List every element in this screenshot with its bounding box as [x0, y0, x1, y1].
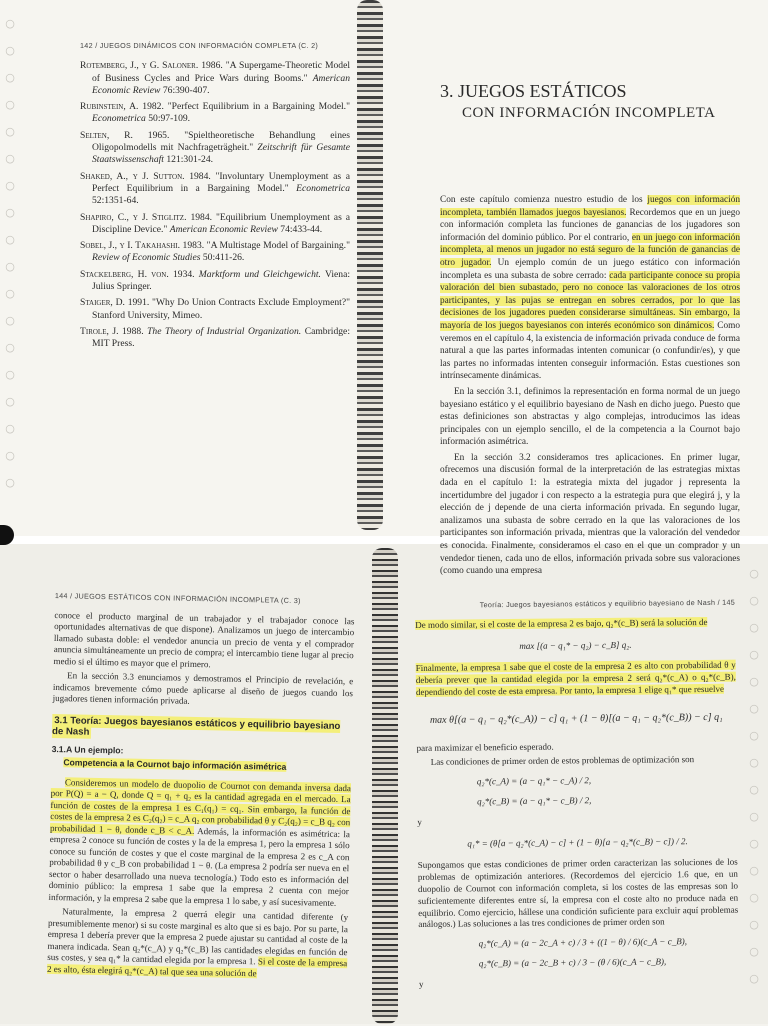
equation-4: q₂*(c_B) = (a − q₁* − c_B) / 2, — [477, 795, 592, 807]
highlight: cada participante conoce su propia valoración del bien subastado, pero no conoce las valoraciones de los otros participantes, y las pujas se entregan en sobres cerrados, por lo que las decisiones de los jugadores pueden considerarse simultáneas. Sin embargo, la mayoría de los juegos bayesianos con interés económico son dinámicos. — [440, 270, 740, 331]
highlight: Si el coste de la empresa 2 es alto, ésta elegirá q₂*(c_A) tal que sea una solución de — [46, 956, 348, 978]
paragraph: En la sección 3.1, definimos la representación en forma normal de un juego bayesiano estático y el equilibrio bayesiano de Nash en dicho juego. Puesto que estas definiciones son abstractas y algo complejas, introducimos las ideas principales con un ejemplo sencillo, el de la competencia a la Cournot bajo información asimétrica. — [440, 386, 740, 448]
page-145 — [415, 597, 739, 1020]
paragraph: Naturalmente, la empresa 2 querrá elegir una cantidad diferente (y presumiblemente menor) si su coste marginal es alto que si es bajo. Por su parte, la empresa 1 debería prever que la empresa 2 puede ajustar su cantidad al coste de la manera indicada. Sean q₂*(c_A) y q₂*(c_B) las cantidades elegidas en función de sus costes, y sea q₁* la cantidad elegida por la empresa 1. Si el coste de la empresa 2 es alto, ésta elegirá q₂*(c_A) tal que sea una solución de — [46, 906, 349, 978]
paragraph: Consideremos un modelo de duopolio de Cournot con demanda inversa dada por P(Q) = a − Q, donde Q = q₁ + q₂ es la cantidad agregada en el mercado. La función de costes de la empresa 1 es C₁(q₁) = cq₁. Sin embargo, la función de costes de la empresa 2 es C₂(q₂) = c_A q₂ con probabilidad θ y C₂(q₂) = c_B q₂ con probabilidad 1 − θ, donde c_B < c_A. Además, la información es asimétrica: la empresa 2 conoce su función de costes y la de la empresa 1, pero la empresa 1 sólo conoce su función de costes y que el coste marginal de la empresa 2 es c_A con probabilidad θ y c_B con probabilidad 1 − θ. (La empresa 2 podría ser nueva en el sector o haber desarrollado una nueva tecnología.) Todo esto es información del dominio público: la empresa 1 sabe que la empresa 2 cuenta con mejor información, y la empresa 2 sabe que la empresa 1 lo sabe, y así sucesivamente. — [48, 776, 352, 908]
page-143 — [440, 60, 741, 577]
paragraph: Supongamos que estas condiciones de primer orden caracterizan las soluciones de los problemas de optimización anteriores. (Recordemos del ejercicio 1.6 que, en un duopolio de Cournot con información completa, si los costes de las empresas son lo suficientemente diferentes entre sí, la empresa con el coste alto no produce nada en equilibrio. Como ejercicio, hállese una condición suficiente para excluir aquí problemas análogos.) Las soluciones a las tres condiciones de primer orden son — [417, 856, 739, 930]
equation-5: q₁* = (θ[a − q₂*(c_A) − c] + (1 − θ)[a − q₂*(c_B) − c]) / 2. — [467, 835, 688, 849]
reference-entry: Sobel, J., y I. Takahashi. 1983. "A Multistage Model of Bargaining." Review of Economic Studies 50:411-26. — [80, 240, 350, 264]
reference-entry: Selten, R. 1965. "Spieltheoretische Behandlung eines Oligopolmodells mit Nachfrageträgheit." Zeitschrift für Gesamte Staatswissenschaft 121:301-24. — [80, 129, 350, 166]
intro-paragraph: Con este capítulo comienza nuestro estudio de los juegos con información incompleta, también llamados juegos bayesianos. Recordemos que en un juego con información completa las funciones de ganancias de los jugadores son información del dominio público. Por el contrario, en un juego con información incompleta, al menos un jugador no está seguro de la función de ganancias de otro jugador. Un ejemplo común de un juego estático con información incompleta es una subasta de sobre cerrado: cada participante conoce su propia valoración del bien subastado, pero no conoce las valoraciones de los otros participantes, y las pujas se entregan en sobres cerrados, por lo que las decisiones de los jugadores pueden considerarse simultáneas. Sin embargo, la mayoría de los juegos bayesianos con interés económico son dinámicos. Como veremos en el capítulo 4, la existencia de información privada conduce de forma natural a que las partes informadas intenten comunicar (o confundir/es), y que las partes no informadas intenten conseguir información. Estas cuestiones son intrínsecamente dinámicas. — [440, 195, 741, 382]
paragraph: para maximizar el beneficio esperado. — [416, 741, 554, 753]
paragraph: Las condiciones de primer orden de estos problemas de optimización son — [430, 754, 695, 768]
running-head: 142 / JUEGOS DINÁMICOS CON INFORMACIÓN COMPLETA (C. 2) — [80, 41, 319, 50]
chapter-title-line-1: 3. JUEGOS ESTÁTICOS — [440, 81, 627, 101]
conjunction: y — [418, 978, 424, 989]
highlight: Consideremos un modelo de duopolio de Cournot con demanda inversa dada por P(Q) = a − Q, donde Q = q₁ + q₂ es la cantidad agregada en el mercado. La función de costes de la empresa 1 es C₁(q₁) = cq₁. Sin embargo, la función de costes de la empresa 2 es C₂(q₂) = c_A q₂ con probabilidad θ y C₂(q₂) = c_B q₂ con probabilidad 1 − θ, donde c_B < c_A. — [49, 776, 352, 836]
binder-holes-right: ○ ○ ○ ○ ○ ○ ○ ○ ○ ○ ○ ○ ○ ○ ○ ○ — [749, 567, 759, 985]
subsection-subtitle: Competencia a la Cournot bajo información asimétrica — [63, 757, 287, 772]
chapter-title-line-2: CON INFORMACIÓN INCOMPLETA — [462, 105, 716, 121]
reference-entry: Shaked, A., y J. Sutton. 1984. "Involuntary Unemployment as a Perfect Equilibrium in a Bargaining Model." Econometrica 52:1351-64. — [80, 170, 350, 207]
running-head: Teoría: Juegos bayesianos estáticos y equilibrio bayesiano de Nash / 145 — [479, 597, 736, 610]
equation-3: q₂*(c_A) = (a − q₁* − c_A) / 2, — [476, 775, 592, 787]
reference-entry: Rubinstein, A. 1982. "Perfect Equilibrium in a Bargaining Model." Econometrica 50:97-109. — [80, 101, 350, 125]
binder-holes-left: ○ ○ ○ ○ ○ ○ ○ ○ ○ ○ ○ ○ ○ ○ ○ ○ ○ ○ — [5, 17, 15, 489]
reference-entry: Staiger, D. 1991. "Why Do Union Contracts Exclude Employment?" Stanford University, Mimeo. — [80, 297, 350, 321]
equation-1: max [(a − q₁* − q₂) − c_B] q₂. — [519, 639, 632, 651]
paragraph — [416, 660, 736, 699]
paragraph: conoce el producto marginal de un trabajador y el trabajador conoce las oportunidades alternativas de que dispone). Analizamos un juego de intercambio llamado subasta doble: el vendedor anuncia un precio de venta y el comprador anuncia simultáneamente un precio de compra; el intercambio tiene lugar al precio medio si el último es mayor que el primero. — [53, 609, 355, 669]
paragraph: En la sección 3.2 consideramos tres aplicaciones. En primer lugar, ofrecemos una discusión formal de la interpretación de las estrategias mixtas dada en el capítulo 1: la estrategia mixta del jugador j representa la incertidumbre del jugador i con respecto a la estrategia pura que elegirá j, y la elección de j depende de una cierta información privada. En segundo lugar, analizamos una subasta de sobre cerrado en la que las valoraciones de los participantes son información privada, mientras que la valoración del vendedor es conocida. Finalmente, consideramos el caso en el que un comprador y un vendedor tienen, cada uno de ellos, información privada sobre sus valoraciones (como cuando una empresa — [440, 452, 740, 577]
reference-entry: Shapiro, C., y J. Stiglitz. 1984. "Equilibrium Unemployment as a Discipline Device." American Economic Review 74:433-44. — [80, 211, 350, 235]
reference-entry: Rotemberg, J., y G. Saloner. 1986. "A Supergame-Theoretic Model of Business Cycles and Price Wars during Booms." American Economic Review 76:390-407. — [80, 60, 350, 96]
book-spine-top — [357, 0, 383, 530]
chapter-title — [440, 80, 740, 124]
page-142 — [80, 40, 350, 530]
highlight: De modo similar, si el coste de la empresa 2 es bajo, q₂*(c_B) será la solución de — [415, 616, 708, 630]
equation-2: max θ[(a − q₁ − q₂*(c_A)) − c] q₁ + (1 − θ)[(a − q₁ − q₂*(c_B)) − c] q₁ — [429, 711, 723, 726]
reference-entry: Stackelberg, H. von. 1934. Marktform und Gleichgewicht. Viena: Julius Springer. — [80, 268, 350, 293]
equation-7: q₂*(c_B) = (a − 2c_B + c) / 3 − (θ / 6)(c_A − c_B), — [478, 956, 667, 969]
highlight: Finalmente, la empresa 1 sabe que el coste de la empresa 2 es alto con probabilidad θ y debería prever que la cantidad elegida por la empresa 2 será q₂*(c_A) o q₂*(c_B), dependiendo del coste de esta empresa. Por tanto, la empresa 1 elige q₁* que resuelve — [415, 660, 736, 697]
subsection-heading: 3.1.A Un ejemplo: — [51, 743, 124, 755]
paragraph — [415, 616, 735, 631]
conjunction: y — [417, 816, 422, 827]
highlight: juegos con información incompleta, también llamados juegos bayesianos. — [440, 195, 740, 218]
highlight: en un juego con información incompleta, al menos un jugador no está seguro de la función de ganancias de otro jugador. — [440, 232, 740, 268]
paragraph: En la sección 3.3 enunciamos y demostramos el Principio de revelación, e indicamos brevemente cómo puede aplicarse al diseño de juegos cuando los jugadores tienen información privada. — [52, 670, 354, 706]
equation-6: q₂*(c_A) = (a − 2c_A + c) / 3 + ((1 − θ) / 6)(c_A − c_B), — [478, 936, 688, 949]
book-spine-bottom — [372, 548, 398, 1024]
reference-entry: Tirole, J. 1988. The Theory of Industrial Organization. Cambridge: MIT Press. — [80, 325, 350, 350]
reference-list — [80, 60, 350, 350]
page-144 — [46, 590, 355, 1026]
running-head: 144 / JUEGOS ESTÁTICOS CON INFORMACIÓN INCOMPLETA (C. 3) — [54, 590, 301, 606]
section-heading: 3.1 Teoría: Juegos bayesianos estáticos y equilibrio bayesiano de Nash — [51, 714, 341, 738]
